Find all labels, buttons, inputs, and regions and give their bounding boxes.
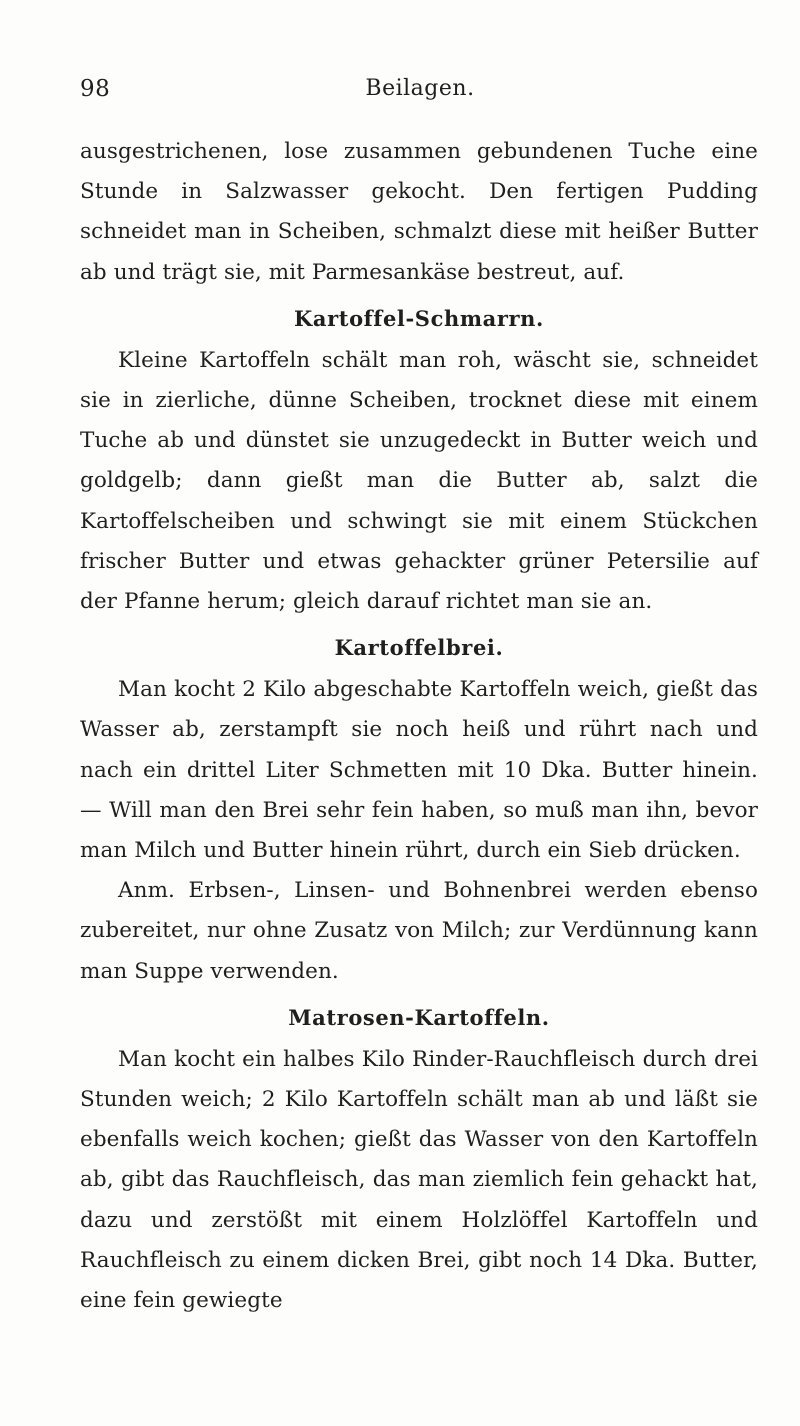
page-header [80, 76, 760, 106]
page-number: 98 [80, 76, 111, 102]
paragraph-kartoffelbrei: Man kocht 2 Kilo abgeschabte Kartoffeln weich, gießt das Wasser ab, zerstampft sie noch heiß und rührt nach und nach ein drittel Liter Schmetten mit 10 Dka. Butter hinein. — Will man den Brei sehr fein haben, so muß man ihn, bevor man Milch und Butter hinein rührt, durch ein Sieb drücken. [80, 677, 758, 864]
paragraph-continued: ausgestrichenen, lose zusammen gebundenen Tuche eine Stunde in Salzwasser gekocht. Den fertigen Pudding schneidet man in Scheiben, schmalzt diese mit heißer Butter ab und trägt sie, mit Parmesankäse bestreut, auf. [80, 139, 758, 285]
recipe-heading-kartoffelbrei: Kartoffelbrei. [334, 635, 504, 661]
paragraph-matrosen-kartoffeln: Man kocht ein halbes Kilo Rinder-Rauchfleisch durch drei Stunden weich; 2 Kilo Kartoffeln schält man ab und läßt sie ebenfalls weich kochen; gießt das Wasser von den Kartoffeln ab, gibt das Rauchfleisch, das man ziemlich fein gehackt hat, dazu und zerstößt mit einem Holzlöffel Kartoffeln und Rauchfleisch zu einem dicken Brei, gibt noch 14 Dka. Butter, eine fein gewiegte [80, 1046, 758, 1314]
running-head: Beilagen. [365, 76, 475, 101]
paragraph-kartoffel-schmarrn: Kleine Kartoffeln schält man roh, wäscht sie, schneidet sie in zierliche, dünne Scheiben, trocknet diese mit einem Tuche ab und dünstet sie unzugedeckt in Butter weich und goldgelb; dann gießt man die Butter ab, salzt die Kartoffelscheiben und schwingt sie mit einem Stückchen frischer Butter und etwas gehackter grüner Petersilie auf der Pfanne herum; gleich darauf richtet man sie an. [80, 347, 758, 615]
page-body [80, 132, 758, 1321]
paragraph-anmerkung: Anm. Erbsen-, Linsen- und Bohnenbrei werden ebenso zubereitet, nur ohne Zusatz von Milch; zur Verdünnung kann man Suppe verwenden. [80, 878, 758, 984]
recipe-heading-kartoffel-schmarrn: Kartoffel-Schmarrn. [294, 305, 544, 331]
recipe-heading-matrosen-kartoffeln: Matrosen-Kartoffeln. [288, 1004, 550, 1030]
